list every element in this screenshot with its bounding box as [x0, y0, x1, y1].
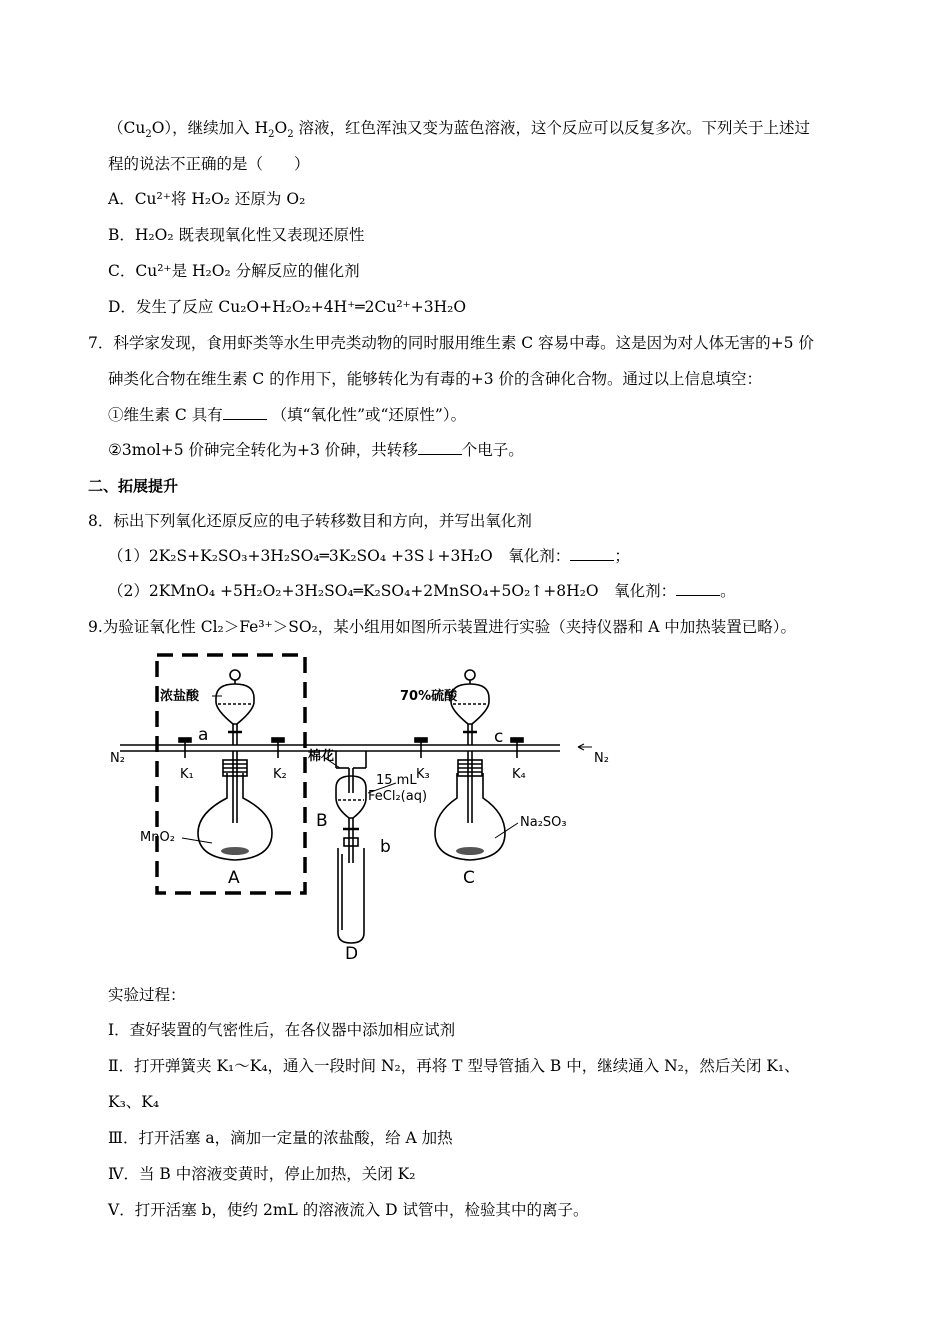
q9-stem: 9.为验证氧化性 Cl₂＞Fe³⁺＞SO₂，某小组用如图所示装置进行实验（夹持仪器和 A 中加热装置已略）。 — [88, 618, 797, 636]
q6-continuation-line-2: 程的说法不正确的是（ ） — [108, 155, 310, 173]
k1-label: K₁ — [180, 767, 194, 782]
label-d: D — [345, 944, 359, 964]
q6-option-a: A．Cu²⁺将 H₂O₂ 还原为 O₂ — [108, 190, 306, 208]
stopcock-b-label: b — [380, 837, 391, 857]
q6-option-d: D．发生了反应 Cu₂O+H₂O₂+4H⁺═2Cu²⁺+3H₂O — [108, 298, 467, 316]
q6-option-c: C．Cu²⁺是 H₂O₂ 分解反应的催化剂 — [108, 262, 360, 280]
n2-right-label: N₂ — [594, 751, 609, 766]
q6-continuation-line: $(Cu_2O)$，继续加入 $H_2O_2$ 溶液，红色浑浊又变为蓝色溶液，这个反应可以反复多次。下列关于上述过 — [108, 119, 811, 141]
step-5: Ⅴ．打开活塞 b，使约 2mL 的溶液流入 D 试管中，检验其中的离子。 — [108, 1201, 589, 1219]
cotton-label: 棉花 — [308, 749, 335, 764]
answer-blank — [418, 440, 462, 455]
mno2-label: MnO₂ — [140, 830, 175, 845]
stopcock-c-label: c — [494, 727, 504, 747]
label-b: B — [316, 811, 328, 831]
flask-a — [198, 751, 272, 860]
stopcock-a-label: a — [198, 725, 209, 745]
q8-stem: 8．标出下列氧化还原反应的电子转移数目和方向，并写出氧化剂 — [88, 512, 532, 530]
clamp-k4 — [511, 738, 523, 758]
answer-blank — [570, 546, 614, 561]
q8-equation-1: （1）2K₂S+K₂SO₃+3H₂SO₄═3K₂SO₄ +3S↓+3H₂O 氧化剂： ； — [108, 547, 630, 565]
step-2: Ⅱ．打开弹簧夹 K₁～K₄，通入一段时间 N₂，再将 T 型导管插入 B 中，继续通入 N₂，然后关闭 K₁、 — [108, 1057, 800, 1075]
step-2-continued: K₃、K₄ — [108, 1093, 160, 1111]
q6-option-b: B．H₂O₂ 既表现氧化性又表现还原性 — [108, 226, 365, 244]
funnel-a — [216, 670, 254, 745]
separatory-funnel-b — [336, 751, 366, 863]
k4-label: K₄ — [512, 767, 526, 782]
clamp-k1 — [179, 738, 191, 758]
section-title: 二、拓展提升 — [88, 477, 179, 495]
label-a: A — [228, 868, 240, 888]
clamp-k3 — [415, 738, 427, 758]
q7-stem-line-1: 7．科学家发现，食用虾类等水生甲壳类动物的同时服用维生素 C 容易中毒。这是因为对人体无害的+5 价 — [88, 334, 814, 352]
sulfuric-acid-label: 70%硫酸 — [400, 689, 458, 704]
k3-label: K₃ — [416, 767, 430, 782]
answer-blank — [223, 405, 267, 420]
step-4: Ⅳ．当 B 中溶液变黄时，停止加热，关闭 K₂ — [108, 1165, 416, 1183]
fecl2-label: FeCl₂(aq) — [368, 789, 428, 804]
test-tube-d — [338, 848, 364, 943]
n2-left-label: N₂ — [110, 751, 125, 766]
answer-blank — [676, 581, 720, 596]
apparatus-diagram — [100, 648, 620, 968]
funnel-c — [451, 670, 489, 745]
k2-label: K₂ — [273, 767, 287, 782]
clamp-k2 — [272, 738, 284, 758]
step-3: Ⅲ．打开活塞 a，滴加一定量的浓盐酸，给 A 加热 — [108, 1129, 453, 1147]
q7-fill-2: ②3mol+5 价砷完全转化为+3 价砷，共转移 个电子。 — [108, 441, 524, 459]
q8-equation-2: （2）2KMnO₄ +5H₂O₂+3H₂SO₄═K₂SO₄+2MnSO₄+5O₂↑+8H₂O 氧化剂： 。 — [108, 582, 736, 600]
q7-fill-1: ①维生素 C 具有 （填“氧化性”或“还原性”）。 — [108, 406, 467, 424]
q7-stem-line-2: 砷类化合物在维生素 C 的作用下，能够转化为有毒的+3 价的含砷化合物。通过以上信息填空： — [108, 370, 762, 388]
step-1: Ⅰ．查好装置的气密性后，在各仪器中添加相应试剂 — [108, 1021, 456, 1039]
conc-hcl-label: 浓盐酸 — [160, 689, 200, 704]
process-title: 实验过程： — [108, 986, 186, 1004]
flask-c — [435, 751, 505, 860]
label-c: C — [463, 868, 475, 888]
na2so3-label: Na₂SO₃ — [520, 815, 567, 830]
volume-label: 15 mL — [376, 773, 417, 788]
